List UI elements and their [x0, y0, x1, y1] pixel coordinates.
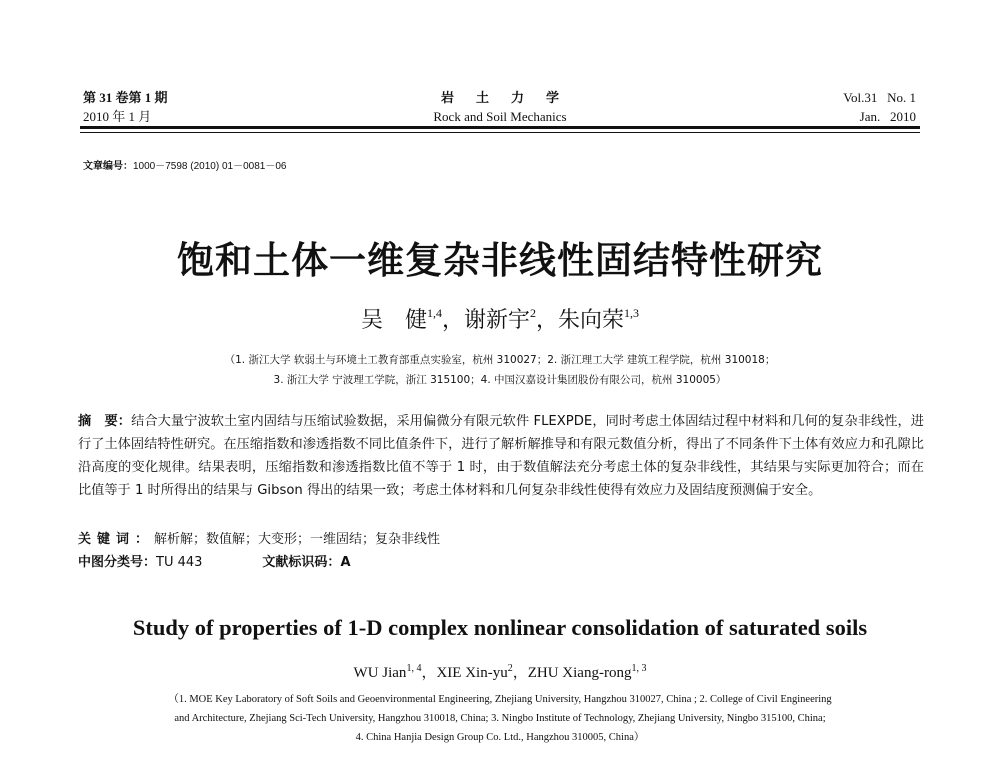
date-cn: 2010 年 1 月 [83, 109, 152, 124]
article-number [83, 157, 286, 172]
affiliation-line-en: and Architecture, Zhejiang Sci-Tech University, Hangzhou 310018, China; 3. Ningbo Institute of Technology, Zhejiang University, Ningbo 315100, China; [174, 713, 826, 724]
clc-label: 中图分类号： [78, 555, 157, 570]
affiliations-cn [90, 350, 910, 390]
date-en: Jan. 2010 [859, 109, 916, 124]
author-cn: 朱向荣 [558, 307, 625, 332]
clc-value: TU 443 [156, 555, 203, 570]
journal-name-cn: 岩土力学 [440, 90, 581, 105]
author-en-affil: 2 [507, 663, 513, 674]
article-number-label: 文章编号： [83, 161, 133, 172]
author-en-affil: 1, 4 [406, 663, 422, 674]
affiliation-line-en: （1. MOE Key Laboratory of Soft Soils and Geoenvironmental Engineering, Zhejiang University, Hangzhou 310027, China ; 2. College of Civil Engineering [168, 694, 832, 705]
abstract-cn [78, 410, 924, 502]
abstract-label: 摘 要： [78, 414, 132, 429]
volume-cn: 第 31 卷第 1 期 [83, 90, 168, 105]
article-number-value: 1000－7598 (2010) 01－0081－06 [133, 161, 287, 172]
volume-en: Vol.31 No. 1 [843, 90, 916, 105]
affiliation-line-en: 4. China Hanjia Design Group Co. Ltd., Hangzhou 310005, China） [355, 732, 645, 743]
author-cn: 谢新宇 [463, 307, 530, 332]
authors-en: WU Jian$^{1, 4}$，XIE Xin-$yu^2$，ZHU Xiang-rong$^{1, 3}$ [353, 663, 647, 681]
title-cn: 饱和土体一维复杂非线性固结特性研究 [177, 239, 823, 282]
header-center [400, 88, 600, 126]
title-en: Study of properties of 1-D complex nonlinear consolidation of saturated soils [132, 615, 868, 640]
author-cn-affil: 2 [530, 306, 536, 320]
affiliation-line: （1. 浙江大学 软弱土与环境土工教育部重点实验室，杭州 310027；2. 浙江理工大学 建筑工程学院，杭州 310018； [224, 354, 776, 366]
journal-name-en: Rock and Soil Mechanics [433, 109, 567, 124]
abstract-text: 结合大量宁波软土室内固结与压缩试验数据，采用偏微分有限元软件 FLEXPDE，同时考虑土体固结过程中材料和几何的复杂非线性，进行了土体固结特性研究。在压缩指数和渗透指数不同比值条件下，进行了解析解推导和有限元数值分析，得出了不同条件下土体有效应力和孔隙比沿高度的变化规律。结果表明，压缩指数和渗透指数比值不等于 1 时，由于数值解法充分考虑土体的复杂非线性，其结果与实际更加符合；而在比值等于 1 时所得出的结果与 Gibson 得出的结果一致；考虑土体材料和几何复杂非线性使得有效应力及固结度预测偏于安全。 [78, 414, 924, 498]
classification [78, 551, 351, 570]
keywords-label: 关键词： [78, 532, 155, 547]
author-en: ZHU Xiang-rong [527, 665, 632, 681]
author-cn-affil: 1,3 [624, 306, 640, 320]
author-en: WU Jian [353, 665, 407, 681]
author-en: XIE Xin-yu [436, 665, 508, 681]
header-rule-thin [80, 132, 920, 133]
authors-cn: 吴 健$^{1,4}$，谢新宇$^2$，朱向荣$^{1,3}$ [360, 306, 640, 332]
doc-code-value: A [340, 555, 351, 570]
header-right [843, 88, 916, 126]
keywords-cn [78, 528, 440, 547]
doc-code-label: 文献标识码： [262, 555, 341, 570]
header-rule-thick [80, 126, 920, 129]
affiliations-en [70, 690, 930, 747]
author-cn: 吴 健 [360, 307, 427, 332]
header-left [83, 88, 168, 126]
author-en-affil: 1, 3 [631, 663, 647, 674]
affiliation-line: 3. 浙江大学 宁波理工学院，浙江 315100；4. 中国汉嘉设计集团股份有限公司，杭州 310005） [273, 374, 727, 386]
author-cn-affil: 1,4 [426, 306, 442, 320]
keywords-text: 解析解；数值解；大变形；一维固结；复杂非线性 [154, 532, 441, 547]
